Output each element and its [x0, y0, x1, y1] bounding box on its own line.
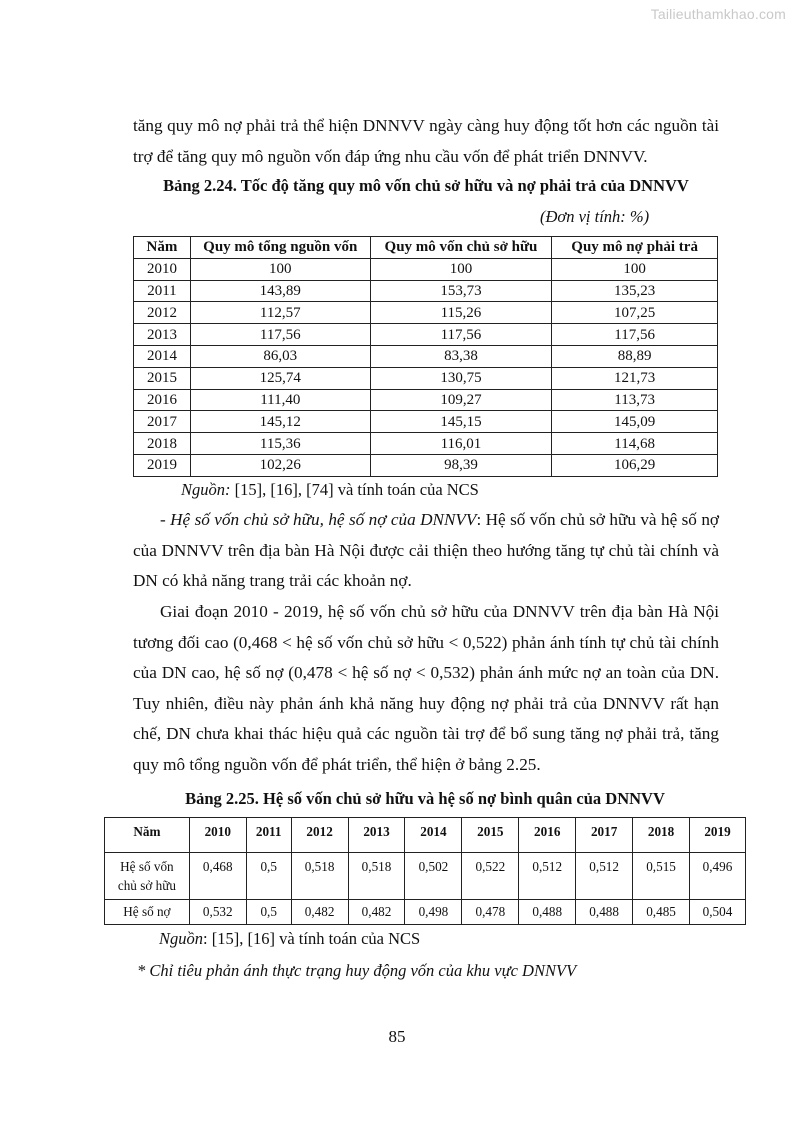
table-cell: 2013: [134, 324, 191, 346]
table-cell: 0,5: [246, 900, 291, 925]
table-cell: 106,29: [552, 454, 718, 476]
table-cell: 125,74: [190, 367, 370, 389]
table-cell: 0,512: [519, 853, 576, 900]
watermark: Tailieuthamkhao.com: [650, 6, 786, 22]
table-header-row: [134, 237, 718, 259]
header-cell: Quy mô tổng nguồn vốn: [190, 237, 370, 259]
table-cell: 112,57: [190, 302, 370, 324]
table-row: [134, 258, 718, 280]
table-cell: 130,75: [370, 367, 552, 389]
table-2-24: [133, 236, 718, 477]
table-row: [134, 302, 718, 324]
header-cell: 2016: [519, 818, 576, 853]
table-2-24-source: [181, 480, 479, 500]
table-cell: 114,68: [552, 433, 718, 455]
table-row: [134, 433, 718, 455]
table-cell: 0,482: [291, 900, 348, 925]
header-cell: 2010: [189, 818, 246, 853]
header-cell: Năm: [134, 237, 191, 259]
table-cell: 83,38: [370, 345, 552, 367]
table-cell: 121,73: [552, 367, 718, 389]
source-text: : [15], [16] và tính toán của NCS: [203, 929, 421, 948]
table-cell: 0,522: [462, 853, 519, 900]
table-cell: 2012: [134, 302, 191, 324]
table-cell: 100: [370, 258, 552, 280]
table-2-24-unit: (Đơn vị tính: %): [540, 207, 650, 226]
table-cell: 0,488: [519, 900, 576, 925]
table-cell: 2010: [134, 258, 191, 280]
table-cell: 111,40: [190, 389, 370, 411]
table-cell: 145,15: [370, 411, 552, 433]
page-number: 85: [388, 1027, 406, 1046]
table-row: [134, 389, 718, 411]
table-row: [134, 324, 718, 346]
table-cell: 153,73: [370, 280, 552, 302]
table-cell: 100: [552, 258, 718, 280]
header-cell: 2018: [633, 818, 690, 853]
source-text: [15], [16], [74] và tính toán của NCS: [230, 480, 479, 499]
table-cell: 2019: [134, 454, 191, 476]
table-cell: 86,03: [190, 345, 370, 367]
table-cell: 117,56: [552, 324, 718, 346]
table-cell: 2017: [134, 411, 191, 433]
table-cell: 0,485: [633, 900, 690, 925]
table-cell: 2011: [134, 280, 191, 302]
table-row: [105, 853, 746, 900]
footnote: * Chỉ tiêu phản ánh thực trạng huy động vốn của khu vực DNNVV: [137, 961, 577, 980]
table-cell: 102,26: [190, 454, 370, 476]
table-cell: 0,518: [348, 853, 405, 900]
table-row: [134, 280, 718, 302]
header-cell: Quy mô vốn chủ sở hữu: [370, 237, 552, 259]
paragraph-heading: - Hệ số vốn chủ sở hữu, hệ số nợ của DNNVV: [160, 510, 477, 529]
table-cell: 0,502: [405, 853, 462, 900]
table-cell: 145,12: [190, 411, 370, 433]
table-row: [134, 345, 718, 367]
table-cell: 113,73: [552, 389, 718, 411]
table-2-25: [104, 817, 746, 925]
table-cell: 0,468: [189, 853, 246, 900]
table-2-25-source: [159, 929, 420, 949]
row-label: Hệ số nợ: [105, 900, 190, 925]
table-cell: 2015: [134, 367, 191, 389]
paragraph-intro: tăng quy mô nợ phải trả thể hiện DNNVV ngày càng huy động tốt hơn các nguồn tài trợ để tăng quy mô nguồn vốn đáp ứng nhu cầu vốn để phát triển DNNVV.: [133, 116, 719, 166]
table-cell: 135,23: [552, 280, 718, 302]
header-cell: 2012: [291, 818, 348, 853]
table-cell: 0,482: [348, 900, 405, 925]
header-cell: 2011: [246, 818, 291, 853]
header-cell: 2017: [576, 818, 633, 853]
table-cell: 116,01: [370, 433, 552, 455]
table-cell: 100: [190, 258, 370, 280]
header-cell: 2015: [462, 818, 519, 853]
table-row: [134, 454, 718, 476]
table-cell: 107,25: [552, 302, 718, 324]
header-cell: Năm: [105, 818, 190, 853]
table-row: [105, 900, 746, 925]
table-cell: 109,27: [370, 389, 552, 411]
row-label-line: Hệ số vốn: [120, 859, 174, 874]
table-cell: 2016: [134, 389, 191, 411]
table-cell: 88,89: [552, 345, 718, 367]
table-cell: 0,504: [690, 900, 746, 925]
table-cell: 0,488: [576, 900, 633, 925]
table-2-25-title: Bảng 2.25. Hệ số vốn chủ sở hữu và hệ số nợ bình quân của DNNVV: [185, 789, 665, 808]
table-cell: 0,515: [633, 853, 690, 900]
table-cell: 2014: [134, 345, 191, 367]
table-cell: 0,478: [462, 900, 519, 925]
header-cell: 2013: [348, 818, 405, 853]
table-cell: 0,498: [405, 900, 462, 925]
table-cell: 98,39: [370, 454, 552, 476]
table-cell: 145,09: [552, 411, 718, 433]
row-label: [105, 853, 190, 900]
table-cell: 0,5: [246, 853, 291, 900]
table-cell: 0,518: [291, 853, 348, 900]
table-cell: 143,89: [190, 280, 370, 302]
source-label: Nguồn: [159, 929, 204, 948]
table-cell: 117,56: [370, 324, 552, 346]
source-label: Nguồn:: [181, 480, 231, 499]
table-cell: 117,56: [190, 324, 370, 346]
paragraph-text: : Hệ số vốn chủ sở hữu và hệ số nợ của DNNVV trên địa bàn Hà Nội được cải thiện theo hướng tăng tự chủ tài chính và DN có khả năng trang trải các khoản nợ.: [133, 510, 720, 590]
table-header-row: [105, 818, 746, 853]
row-label-line: chủ sở hữu: [117, 878, 176, 893]
table-cell: 115,36: [190, 433, 370, 455]
table-cell: 0,512: [576, 853, 633, 900]
table-cell: 115,26: [370, 302, 552, 324]
table-cell: 2018: [134, 433, 191, 455]
table-row: [134, 367, 718, 389]
header-cell: 2019: [690, 818, 746, 853]
paragraph-analysis: Giai đoạn 2010 - 2019, hệ số vốn chủ sở hữu của DNNVV trên địa bàn Hà Nội tương đối cao (0,468 < hệ số vốn chủ sở hữu < 0,522) phản ánh tính tự chủ tài chính của DN cao, hệ số nợ (0,478 < hệ số nợ < 0,532) phản ánh mức nợ an toàn của DN. Tuy nhiên, điều này phản ánh khả năng huy động nợ phải trả của DNNVV rất hạn chế, DN chưa khai thác hiệu quả các nguồn tài trợ để bổ sung tăng nợ phải trả, tăng quy mô tổng nguồn vốn để phát triển, thể hiện ở bảng 2.25.: [133, 602, 719, 774]
header-cell: Quy mô nợ phải trả: [552, 237, 718, 259]
table-row: [134, 411, 718, 433]
table-cell: 0,532: [189, 900, 246, 925]
table-cell: 0,496: [690, 853, 746, 900]
paragraph-ratio-intro: [133, 505, 719, 597]
table-2-24-title: Bảng 2.24. Tốc độ tăng quy mô vốn chủ sở hữu và nợ phải trả của DNNVV: [163, 176, 689, 195]
header-cell: 2014: [405, 818, 462, 853]
